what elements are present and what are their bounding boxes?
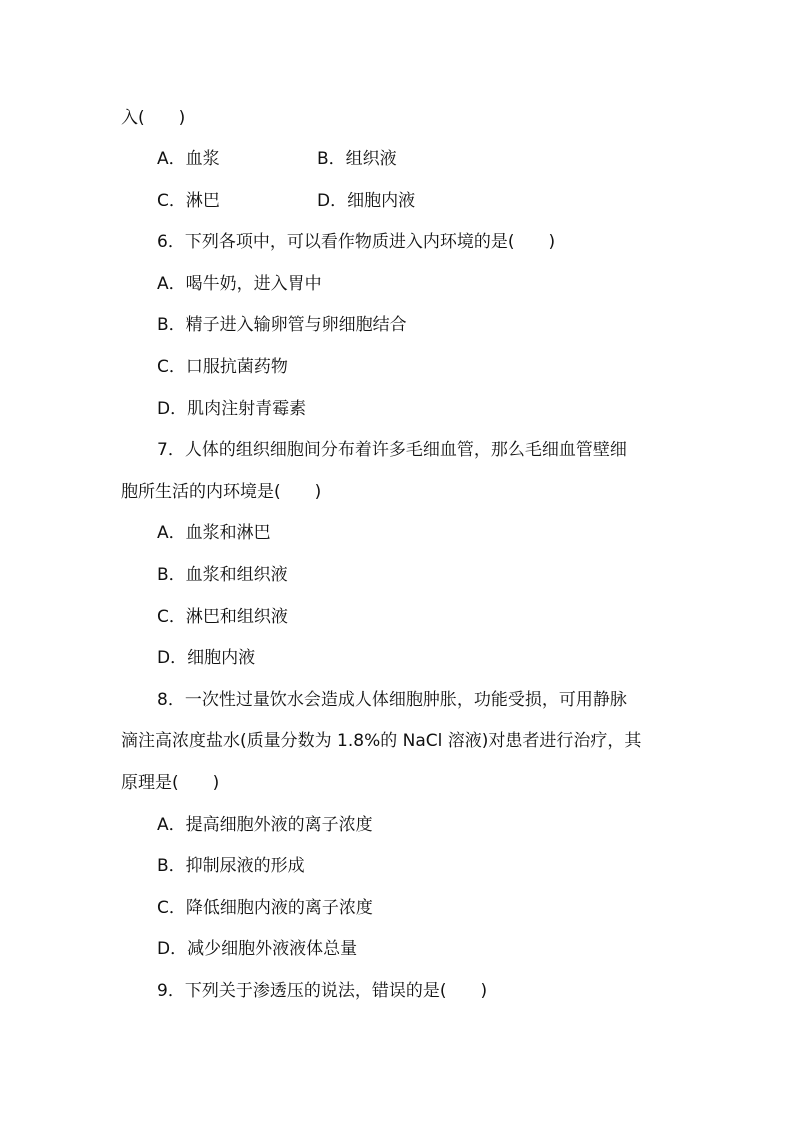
q7-stem-line-1: 7．人体的组织细胞间分布着许多毛细血管，那么毛细血管壁细 — [157, 440, 627, 460]
q7-stem-line-2: 胞所生活的内环境是( ) — [121, 482, 322, 502]
q6-option-d: D．肌肉注射青霉素 — [157, 399, 307, 419]
q8-option-d: D．减少细胞外液液体总量 — [157, 939, 358, 959]
question-continuation: 入( ) — [121, 108, 186, 128]
q8-option-a: A．提高细胞外液的离子浓度 — [157, 815, 373, 835]
q6-option-b: B．精子进入输卵管与卵细胞结合 — [157, 315, 407, 335]
q5-option-b: B．组织液 — [317, 149, 397, 169]
q7-option-b: B．血浆和组织液 — [157, 565, 288, 585]
q8-stem-line-3: 原理是( ) — [121, 773, 220, 793]
q8-stem-line-1: 8．一次性过量饮水会造成人体细胞肿胀，功能受损，可用静脉 — [157, 690, 627, 710]
q5-options-row-2 — [157, 189, 415, 213]
q5-option-a: A．血浆 — [157, 149, 220, 169]
q5-options-row-1 — [157, 147, 397, 171]
q6-stem: 6．下列各项中，可以看作物质进入内环境的是( ) — [157, 232, 556, 252]
q8-option-c: C．降低细胞内液的离子浓度 — [157, 898, 373, 918]
q6-option-c: C．口服抗菌药物 — [157, 357, 288, 377]
q5-option-d: D．细胞内液 — [317, 191, 416, 211]
q8-stem-line-2: 滴注高浓度盐水(质量分数为 1.8%的 NaCl 溶液)对患者进行治疗，其 — [121, 731, 642, 751]
q8-option-b: B．抑制尿液的形成 — [157, 856, 305, 876]
q7-option-c: C．淋巴和组织液 — [157, 607, 288, 627]
q5-option-c: C．淋巴 — [157, 191, 220, 211]
q7-option-a: A．血浆和淋巴 — [157, 523, 271, 543]
q9-stem: 9．下列关于渗透压的说法，错误的是( ) — [157, 981, 488, 1001]
q6-option-a: A．喝牛奶，进入胃中 — [157, 274, 322, 294]
q7-option-d: D．细胞内液 — [157, 648, 256, 668]
